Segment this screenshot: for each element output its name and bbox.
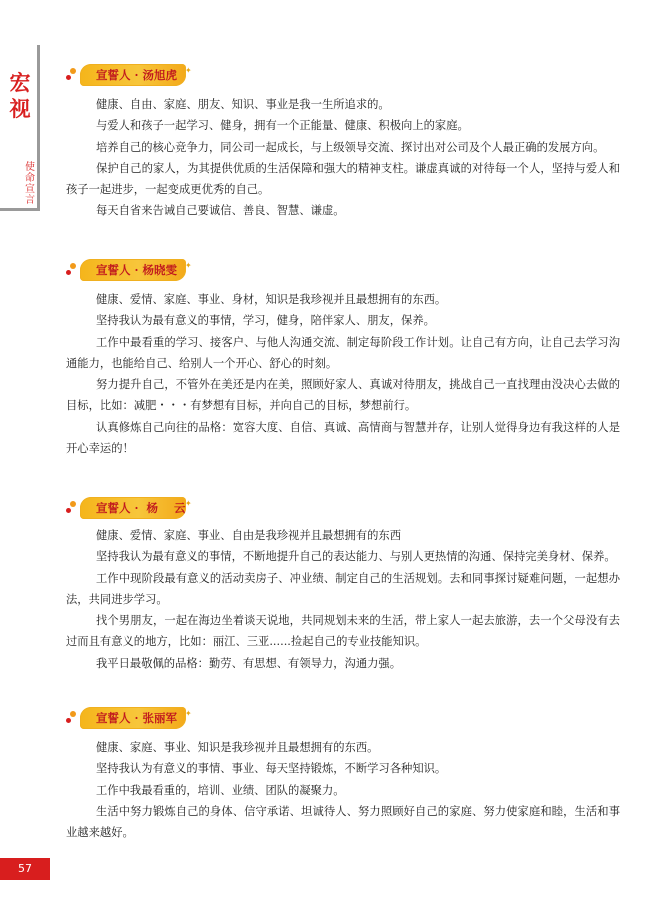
pledge-section-4: [66, 707, 620, 843]
pledge-paragraph: 我平日最敬佩的品格：勤劳、有思想、有领导力，沟通力强。: [96, 656, 402, 670]
pledge-paragraph: 生活中努力锻炼自己的身体、信守承诺、坦诚待人、努力照顾好自己的家庭、努力使家庭和睦，生活和事业越来越好。: [66, 804, 620, 840]
pledge-banner: [66, 64, 620, 88]
pledge-name: 宣誓人 · 杨 云: [96, 501, 186, 515]
decor-dot-icon: [66, 508, 71, 513]
pledge-paragraph: 坚持我认为最有意义的事情，学习，健身，陪伴家人、朋友，保养。: [96, 314, 435, 328]
side-horizontal-rule: [0, 208, 40, 211]
pledge-name: 宣誓人 · 杨晓雯: [96, 263, 178, 277]
decor-dot-icon: [66, 270, 71, 275]
side-title-char-1: 宏: [9, 71, 31, 95]
decor-dot-icon: [66, 75, 71, 80]
decor-dot-icon: [70, 263, 76, 269]
pledge-section-3: [66, 497, 620, 674]
pledge-banner: [66, 497, 620, 521]
side-vertical-rule: [37, 45, 40, 210]
pledge-paragraph: 工作中我最看重的，培训、业绩、团队的凝聚力。: [96, 783, 345, 797]
sparkle-icon: ✦: [185, 499, 192, 508]
decor-dot-icon: [70, 711, 76, 717]
pledge-paragraph: 健康、爱情、家庭、事业、自由是我珍视并且最想拥有的东西: [96, 529, 402, 542]
pledge-paragraph: 健康、自由、家庭、朋友、知识、事业是我一生所追求的。: [96, 98, 390, 111]
pledge-paragraph: 每天自省来告诫自己要诚信、善良、智慧、谦虚。: [96, 204, 345, 218]
pledge-section-2: [66, 259, 620, 459]
pledge-paragraph: 健康、爱情、家庭、事业、身材，知识是我珍视并且最想拥有的东西。: [96, 293, 447, 306]
pledge-paragraph: 认真修炼自己向往的品格：宽容大度、自信、真诚、高情商与智慧并存，让别人觉得身边有我这样的人是开心幸运的！: [66, 420, 620, 456]
pledge-paragraph: 与爱人和孩子一起学习、健身，拥有一个正能量、健康、积极向上的家庭。: [96, 119, 469, 133]
side-title: [6, 70, 34, 122]
decor-dot-icon: [66, 718, 71, 723]
pledge-paragraph: 工作中最看重的学习、接客户、与他人沟通交流、制定每阶段工作计划。让自己有方向，让自己去学习沟通能力，也能给自己、给别人一个开心、舒心的时刻。: [66, 335, 620, 370]
pledge-paragraph: 找个男朋友，一起在海边坐着谈天说地，共同规划未来的生活，带上家人一起去旅游，去一个父母没有去过而且有意义的地方，比如：丽江、三亚......捡起自己的专业技能知识。: [66, 614, 620, 649]
pledge-paragraph: 培养自己的核心竞争力，同公司一起成长，与上级领导交流、探讨出对公司及个人最正确的发展方向。: [96, 140, 605, 154]
pledge-paragraph: 努力提升自己，不管外在美还是内在美，照顾好家人、真诚对待朋友，挑战自己一直找理由没决心去做的目标，比如：减肥・・・有梦想有目标，并向自己的目标，梦想前行。: [66, 378, 620, 413]
pledge-paragraph: 保护自己的家人，为其提供优质的生活保障和强大的精神支柱。谦虚真诚的对待每一个人，坚持与爱人和孩子一起进步，一起变成更优秀的自己。: [66, 161, 620, 197]
pledge-paragraph: 坚持我认为有意义的事情、事业、每天坚持锻炼，不断学习各种知识。: [96, 762, 447, 776]
pledge-banner: [66, 707, 620, 731]
pledge-name: 宣誓人 · 张丽军: [96, 711, 178, 725]
pledge-name: 宣誓人 · 汤旭虎: [96, 68, 178, 82]
pledge-paragraph: 坚持我认为最有意义的事情，不断地提升自己的表达能力、与别人更热情的沟通、保持完美身材、保养。: [96, 550, 616, 564]
side-subtitle: 使命宣言: [25, 162, 35, 206]
sparkle-icon: ✦: [185, 261, 192, 270]
sparkle-icon: ✦: [185, 66, 192, 75]
pledge-paragraph: 健康、家庭、事业、知识是我珍视并且最想拥有的东西。: [96, 741, 379, 754]
pledge-paragraph: 工作中现阶段最有意义的活动卖房子、冲业绩、制定自己的生活规划。去和同事探讨疑难问题，一起想办法，共同进步学习。: [66, 571, 620, 606]
decor-dot-icon: [70, 68, 76, 74]
sparkle-icon: ✦: [185, 709, 192, 718]
pledge-banner: [66, 259, 620, 283]
pledge-section-1: [66, 64, 620, 222]
side-title-char-2: 视: [9, 97, 31, 121]
page-number: 57: [0, 858, 50, 880]
decor-dot-icon: [70, 501, 76, 507]
